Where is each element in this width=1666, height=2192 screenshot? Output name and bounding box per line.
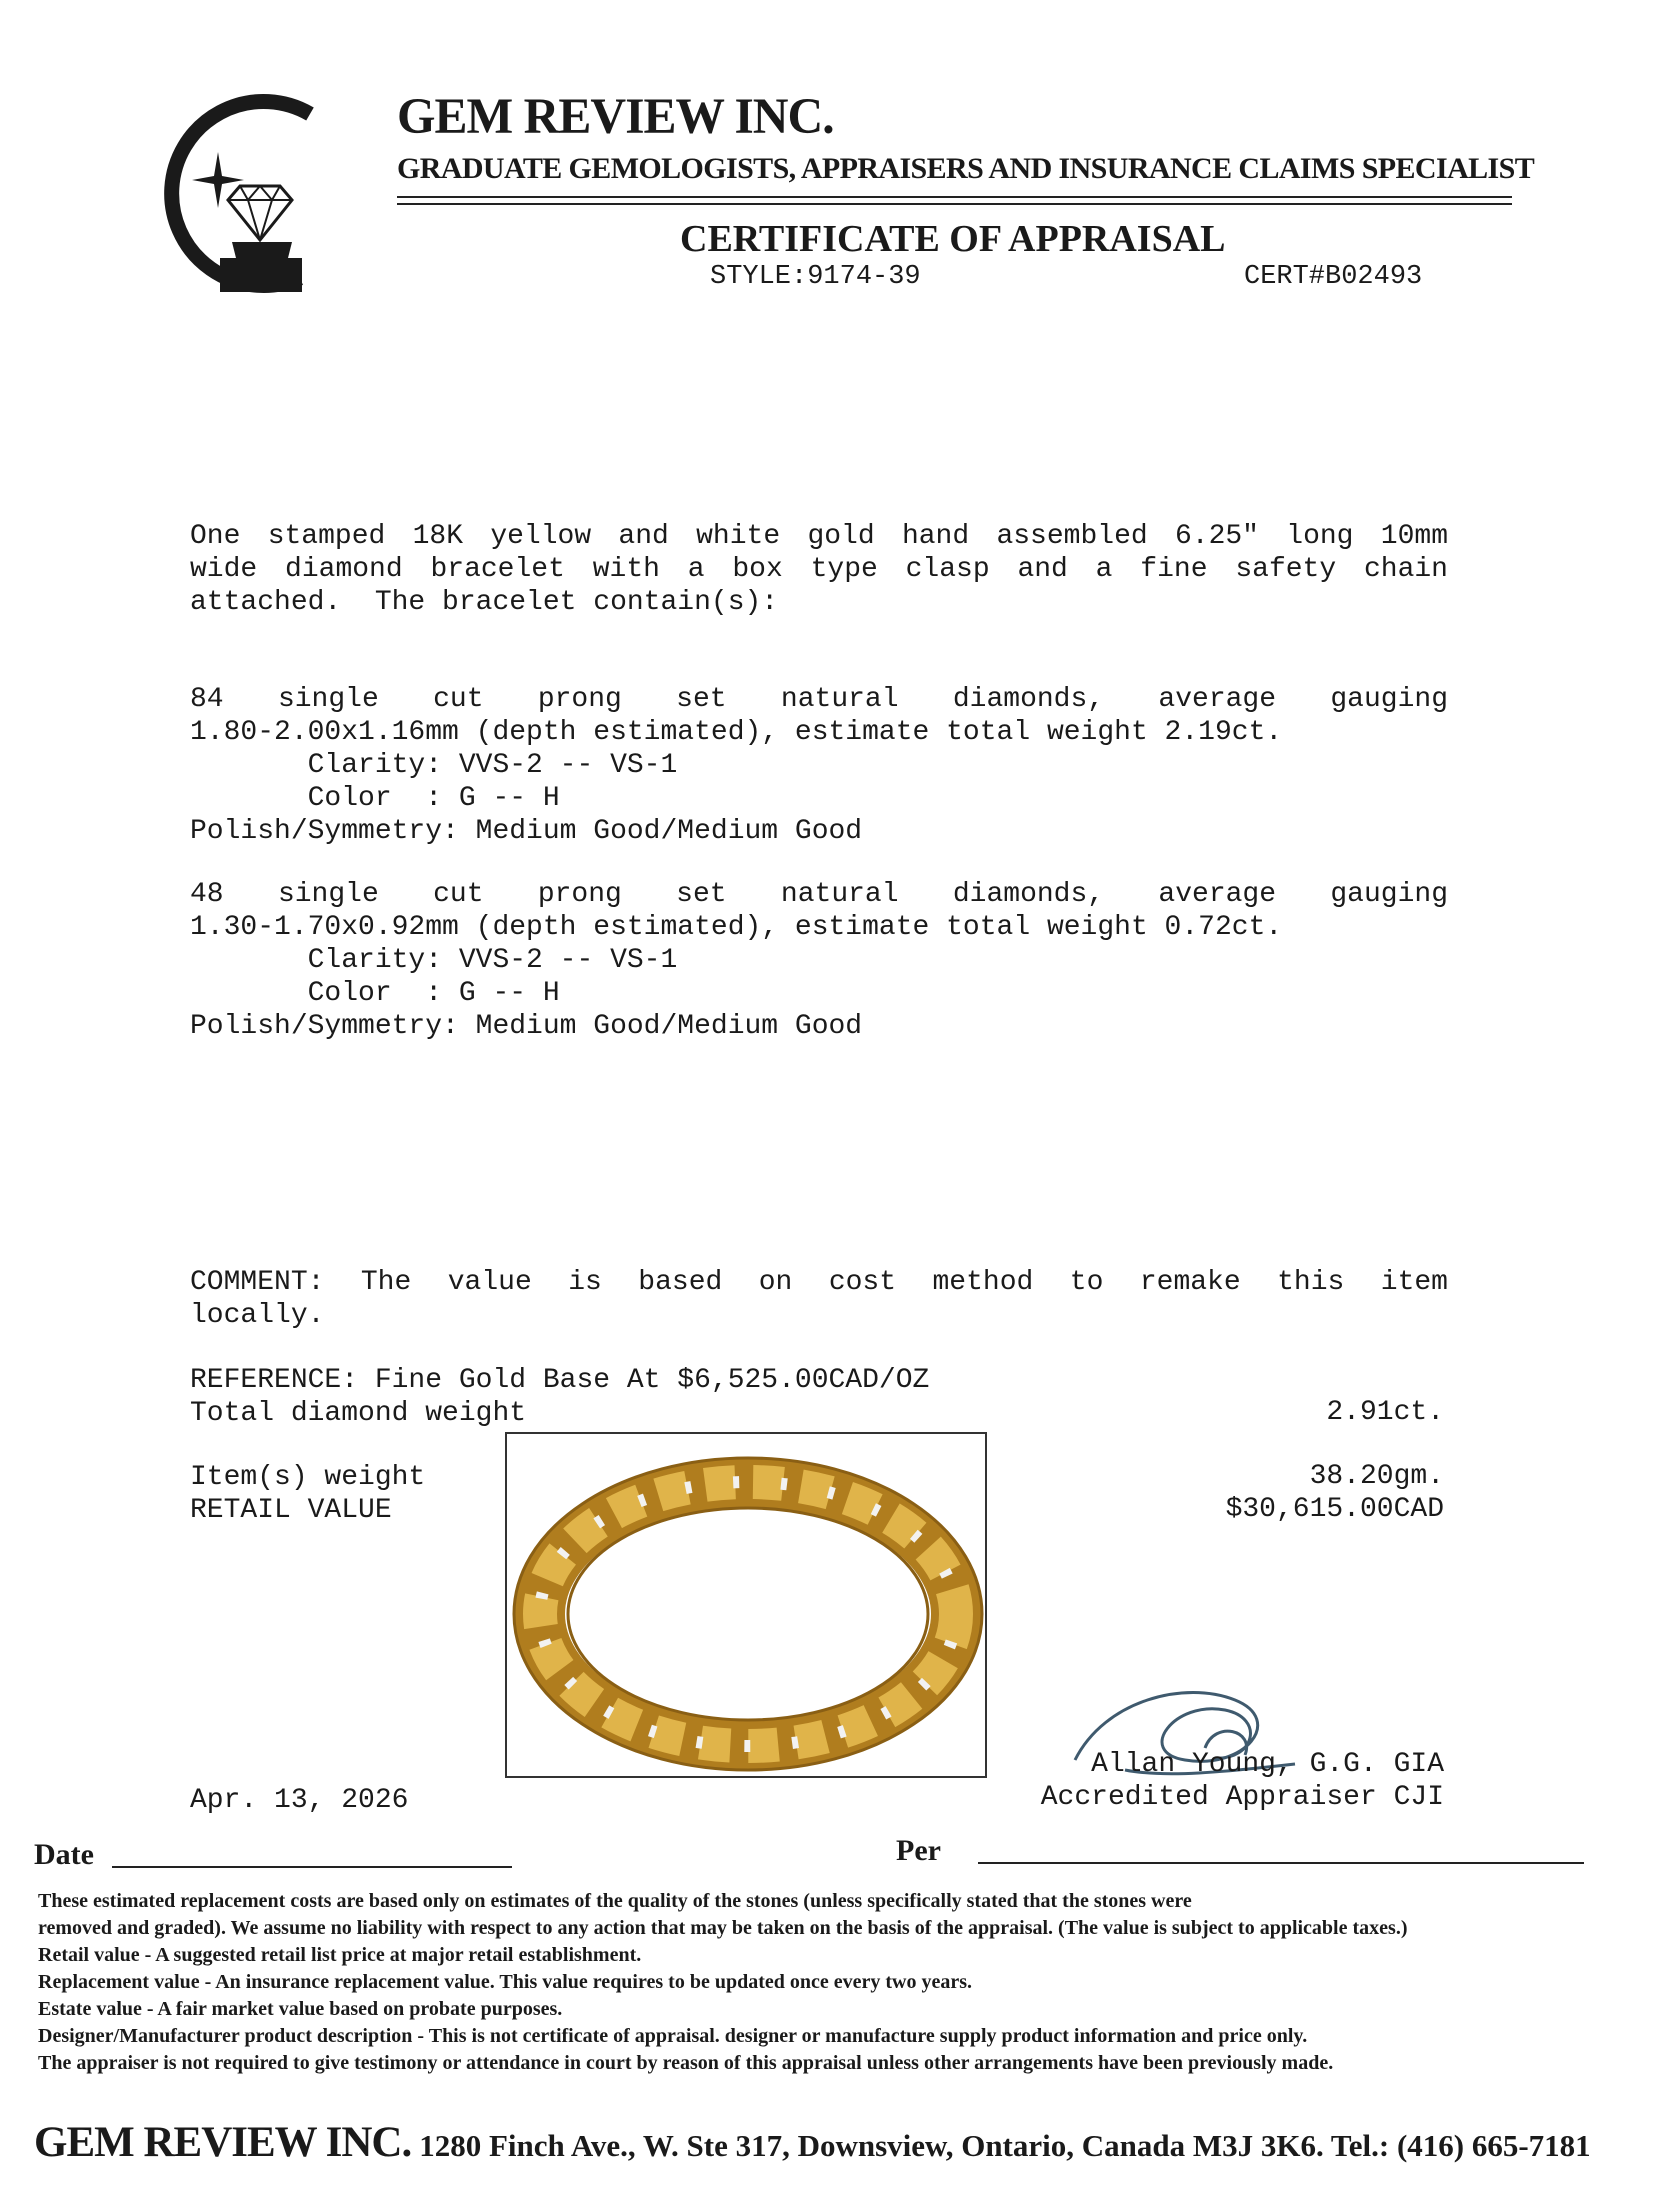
document-title: CERTIFICATE OF APPRAISAL — [680, 218, 1226, 260]
date-label: Date — [34, 1838, 94, 1871]
retail-value-amount: $30,615.00CAD — [1225, 1494, 1444, 1525]
per-line — [978, 1862, 1584, 1864]
reference-line — [190, 1364, 1448, 1430]
header-rule-bottom — [397, 203, 1512, 205]
comment-line: COMMENT: The value is based on cost method to remake this item — [190, 1267, 1448, 1298]
date-line — [112, 1866, 512, 1868]
g-diamond-logo-icon — [140, 92, 340, 302]
reference-text: REFERENCE: Fine Gold Base At $6,525.00CAD/OZ — [190, 1365, 930, 1396]
disclaimer-line: Estate value - A fair market value based on probate purposes. — [38, 1998, 563, 2020]
item-weight-value: 38.20gm. — [1309, 1461, 1444, 1492]
stone-group — [190, 878, 1448, 1043]
description-line: wide diamond bracelet with a box type clasp and a fine safety chain — [190, 554, 1448, 585]
bracelet-image — [507, 1434, 985, 1776]
stone-clarity: Clarity: VVS-2 -- VS-1 — [190, 945, 678, 976]
total-diamond-weight-value: 2.91ct. — [1326, 1397, 1444, 1428]
disclaimer-line: Designer/Manufacturer product description - This is not certificate of appraisal. designer or manufacture supply product information and price only. — [38, 2025, 1308, 2047]
appraiser-name: Allan Young, G.G. GIA — [1091, 1749, 1444, 1780]
item-photo — [505, 1432, 987, 1778]
item-weight-label: Item(s) weight — [190, 1462, 426, 1493]
disclaimer-line: The appraiser is not required to give testimony or attendance in court by reason of this appraisal unless other arrangements have been previously made. — [38, 2052, 1334, 2074]
disclaimer-line: Replacement value - An insurance replacement value. This value requires to be updated once every two years. — [38, 1971, 973, 1993]
footer-brand: GEM REVIEW INC. — [34, 2119, 412, 2166]
footer — [34, 2118, 1591, 2167]
per-label: Per — [896, 1834, 941, 1867]
disclaimer-line: removed and graded). We assume no liability with respect to any action that may be taken on the basis of the appraisal. (The value is subject to applicable taxes.) — [38, 1917, 1408, 1939]
disclaimer-line: These estimated replacement costs are based only on estimates of the quality of the stones (unless specifically stated that the stones were — [38, 1890, 1192, 1912]
style-number: STYLE:9174-39 — [710, 262, 921, 292]
total-diamond-weight-label: Total diamond weight — [190, 1398, 527, 1429]
disclaimer-block — [38, 1888, 1638, 2077]
stone-gauge-line: 1.80-2.00x1.16mm (depth estimated), estimate total weight 2.19ct. — [190, 717, 1283, 748]
description-line: One stamped 18K yellow and white gold hand assembled 6.25" long 10mm — [190, 521, 1448, 552]
company-tagline: GRADUATE GEMOLOGISTS, APPRAISERS AND INSURANCE CLAIMS SPECIALIST — [397, 152, 1535, 185]
comment-line: locally. — [190, 1300, 325, 1331]
stone-polish: Polish/Symmetry: Medium Good/Medium Good — [190, 1011, 863, 1042]
comment-block — [190, 1266, 1448, 1332]
stone-count-line: 48 single cut prong set natural diamonds, average gauging — [190, 879, 1448, 910]
retail-value-label: RETAIL VALUE — [190, 1495, 392, 1526]
header-rule-top — [397, 196, 1512, 198]
appraiser-title: Accredited Appraiser CJI — [1040, 1782, 1444, 1813]
stone-polish: Polish/Symmetry: Medium Good/Medium Good — [190, 816, 863, 847]
stone-clarity: Clarity: VVS-2 -- VS-1 — [190, 750, 678, 781]
stone-color: Color : G -- H — [190, 783, 560, 814]
company-name: GEM REVIEW INC. — [397, 89, 834, 145]
description-line: attached. The bracelet contain(s): — [190, 587, 779, 618]
disclaimer-line: Retail value - A suggested retail list price at major retail establishment. — [38, 1944, 642, 1966]
footer-address: 1280 Finch Ave., W. Ste 317, Downsview, Ontario, Canada M3J 3K6. Tel.: (416) 665-7181 — [419, 2128, 1591, 2163]
stone-color: Color : G -- H — [190, 978, 560, 1009]
stone-count-line: 84 single cut prong set natural diamonds, average gauging — [190, 684, 1448, 715]
item-description — [190, 520, 1448, 619]
stone-gauge-line: 1.30-1.70x0.92mm (depth estimated), estimate total weight 0.72ct. — [190, 912, 1283, 943]
item-weight-block — [190, 1461, 520, 1527]
certificate-number: CERT#B02493 — [1244, 262, 1423, 292]
appraisal-date: Apr. 13, 2026 — [190, 1785, 409, 1816]
stone-group — [190, 683, 1448, 848]
